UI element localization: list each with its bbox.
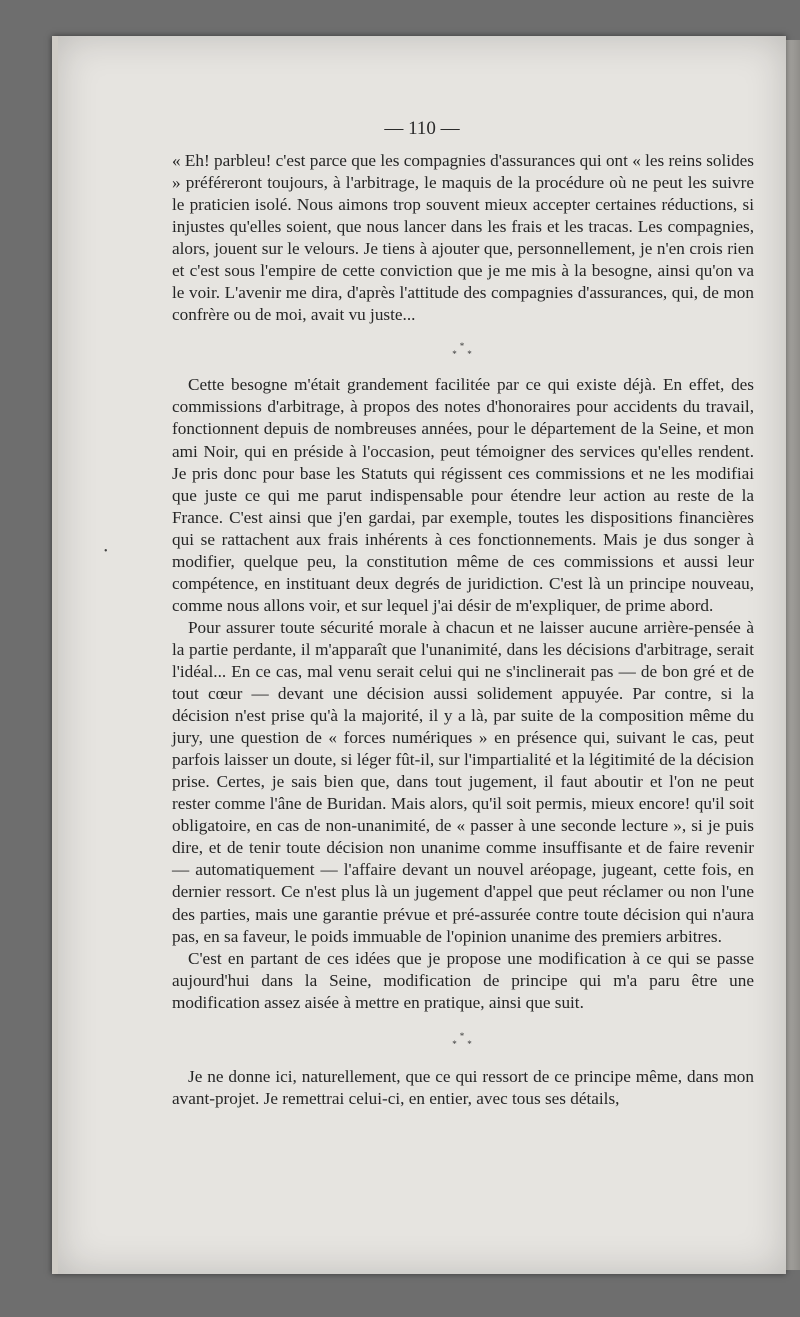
separator-bottom-stars: * * <box>452 1038 474 1049</box>
paragraph: C'est en partant de ces idées que je propose une modification à ce qui se passe aujourd'hui dans la Seine, modification de principe qui m'a paru être une modification assez aisée à mettre en pratique, ainsi que suit. <box>172 948 754 1012</box>
paragraph: Cette besogne m'était grandement facilitée par ce qui existe déjà. En effet, des commissions d'arbitrage, à propos des notes d'honoraires pour accidents du travail, fonctionnent depuis de nombreuses années, pour le département de la Seine, et mon ami Noir, qui en préside à l'occasion, peut témoigner des services qu'elles rendent. Je pris donc pour base les Statuts qui régissent ces commissions et ne les modifiai que juste ce qui me parut indispensable pour étendre leur action au reste de la France. C'est ainsi que j'en gardai, par exemple, toutes les dispositions financières qui se rattachent aux frais inhérents à ces fonctionnements. Mais je dus songer à modifier, quelque peu, la constitution même de ces commissions et aussi leur compétence, en instituant deux degrés de juridiction. C'est là un principe nouveau, comme nous allons voir, et sur lequel j'ai désir de m'expliquer, de prime abord. <box>172 375 754 615</box>
page-number: — 110 — <box>384 118 460 139</box>
page-body <box>172 150 754 1110</box>
paragraph: Je ne donne ici, naturellement, que ce qui ressort de ce principe même, dans mon avant-projet. Je remettrai celui-ci, en entier, avec tous ses détails, <box>172 1066 754 1108</box>
section-separator <box>172 342 754 358</box>
separator-bottom-stars: * * <box>452 349 474 360</box>
separator-top-star: * <box>459 1030 467 1041</box>
separator-top-star: * <box>459 341 467 352</box>
paragraph: Pour assurer toute sécurité morale à chacun et ne laisser aucune arrière-pensée à la partie perdante, il m'apparaît que l'unanimité, dans les décisions d'arbitrage, serait l'idéal... En ce cas, mal venu serait celui qui ne s'inclinerait pas — de bon gré et de tout cœur — devant une décision aussi solidement appuyée. Par contre, si la décision n'est prise qu'à la majorité, il y a là, par suite de la composition même du jury, une question de « forces numériques » en présence qui, suivant le cas, peut parfois laisser un doute, si léger fût-il, sur l'impartialité et la légitimité de la décision prise. Certes, je sais bien que, dans tout jugement, il faut aboutir et l'on ne peut rester comme l'âne de Buridan. Mais alors, qu'il soit permis, mieux encore! qu'il soit obligatoire, en cas de non-unanimité, de « passer à une seconde lecture », si je puis dire, et de tenir toute décision non unanime comme insuffisante et de faire revenir — automatiquement — l'affaire devant un nouvel aréopage, jugeant, cette fois, en dernier ressort. Ce n'est plus là un jugement d'appel que peut réclamer ou non l'une des parties, mais une garantie prévue et pré-assurée contre toute décision qui n'aura pas, en sa faveur, le poids immuable de l'opinion unanime des premiers arbitres. <box>172 617 754 946</box>
section-separator <box>172 1032 754 1048</box>
margin-mark: • <box>104 546 108 557</box>
paragraph: « Eh! parbleu! c'est parce que les compagnies d'assurances qui ont « les reins solides » préféreront toujours, à l'arbitrage, le maquis de la procédure où ne peut les suivre le praticien isolé. Nous aimons trop souvent mieux accepter certaines réductions, si injustes qu'elles soient, que nous lancer dans les frais et les tracas. Les compagnies, alors, jouent sur le velours. Je tiens à ajouter que, personnellement, je n'en crois rien et c'est sous l'empire de cette conviction que je me mis à la besogne, ainsi qu'on va le voir. L'avenir me dira, d'après l'attitude des compagnies d'assurances, qui, de mon confrère ou de moi, avait vu juste... <box>172 151 754 325</box>
